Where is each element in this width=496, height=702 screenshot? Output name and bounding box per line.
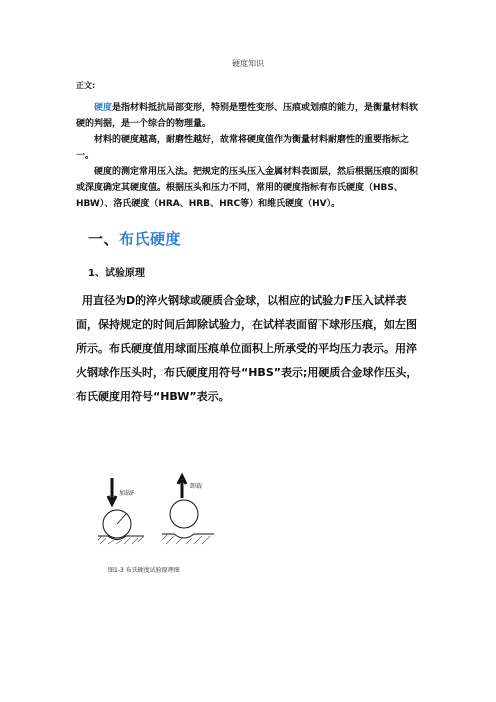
loading-diagram: [98, 478, 144, 544]
paragraph-definition-text: 是指材料抵抗局部变形，特别是塑性变形、压痕或划痕的能力，是衡量材料软硬的判据，是一个综合的物理量。: [76, 103, 419, 129]
steel-ball-icon: [170, 500, 198, 528]
indentation-surface: [162, 534, 214, 538]
unload-label: 卸载: [190, 483, 203, 490]
keyword-hardness: 硬度: [94, 103, 113, 113]
section-heading: [88, 228, 181, 249]
paragraph-test-principle: 用直径为D的淬火钢球或硬质合金球，以相应的试验力F压入试样表面，保持规定的时间后卸除试验力，在试样表面留下球形压痕，如左图所示。布氏硬度值用球面压痕单位面积上所承受的平均压力表示。用淬火钢球作压头时，布氏硬度用符号“HBS”表示;用硬质合金球作压头，布氏硬度用符号“HBW”表示。: [76, 294, 418, 403]
paragraph-wear-resistance: 材料的硬度越高，耐磨性越好，故常将硬度值作为衡量材料耐磨性的重要指标之一。: [76, 135, 410, 161]
load-label: 加载F: [119, 490, 135, 497]
body-label: 正文:: [76, 81, 96, 90]
load-arrow-icon: [108, 478, 116, 504]
subheading: 1、试验原理: [88, 268, 145, 279]
paragraph-definition: [76, 100, 422, 132]
paragraph-measurement: 硬度的测定常用压入法。把规定的压头压入金属材料表面层，然后根据压痕的面积或深度确定其硬度值。根据压头和压力不同，常用的硬度指标有布氏硬度（HBS、HBW）、洛氏硬度（HRA、HRB、HRC等）和维氏硬度（HV）。: [76, 167, 419, 209]
brinell-test-figure: [96, 468, 234, 584]
unload-arrow-icon: [178, 476, 186, 498]
figure-caption: 图1-3 布氏硬度试验原理图: [108, 567, 180, 574]
document-title: 硬度知识: [232, 59, 264, 68]
section-number: 一、: [88, 230, 120, 248]
unloading-diagram: [162, 476, 214, 544]
section-title: 布氏硬度: [119, 230, 182, 248]
